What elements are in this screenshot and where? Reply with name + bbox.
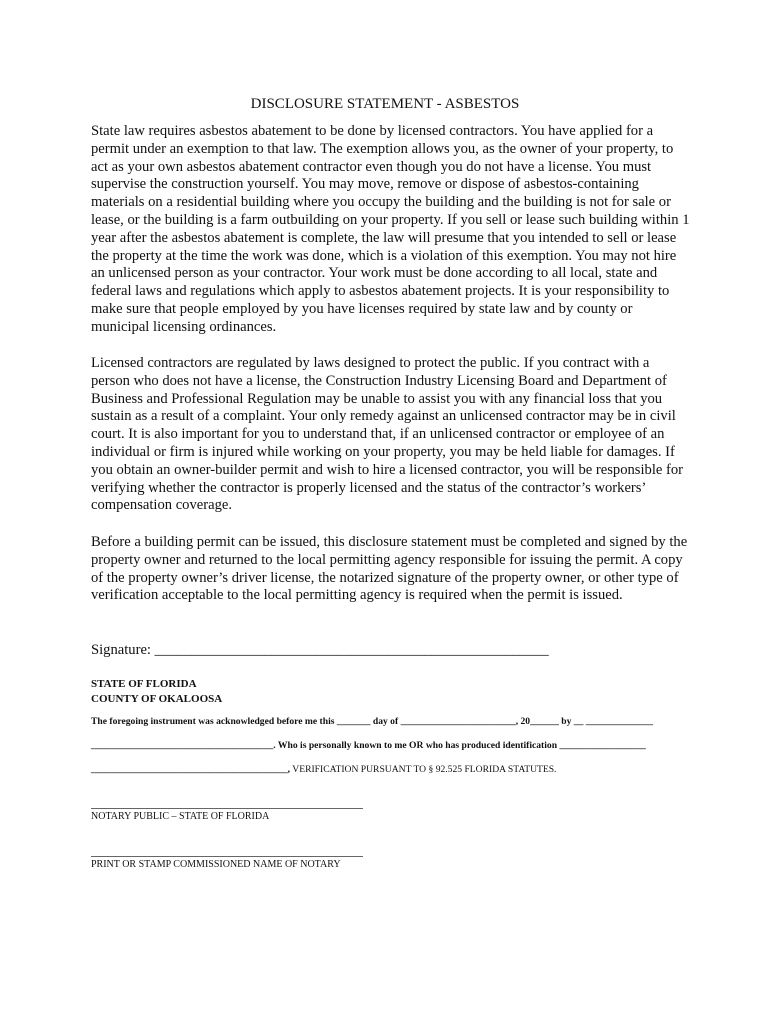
notary-print-name-label: PRINT OR STAMP COMMISSIONED NAME OF NOTARY bbox=[91, 859, 341, 870]
notary-name-rule[interactable] bbox=[91, 856, 363, 857]
county-label: COUNTY OF OKALOOSA bbox=[91, 693, 223, 705]
acknowledgment-line-identification[interactable]: ______________________________________. Who is personally known to me OR who has produced identification __________________ bbox=[91, 740, 646, 751]
notary-public-label: NOTARY PUBLIC – STATE OF FLORIDA bbox=[91, 811, 270, 822]
paragraph-licensed-contractors: Licensed contractors are regulated by laws designed to protect the public. If you contract with a person who does not have a license, the Construction Industry Licensing Board and Department of Business and Professional Regulation may be unable to assist you with any financial loss that you sustain as a result of a complaint. Your only remedy against an unlicensed contractor may be in civil court. It is also important for you to understand that, if an unlicensed contractor or employee of an individual or firm is injured while working on your property, you may be held liable for damages. If you obtain an owner-builder permit and wish to hire a licensed contractor, you will be responsible for verifying whether the contractor is properly licensed and the status of the contractor’s workers’ compensation coverage. bbox=[91, 355, 684, 514]
state-label: STATE OF FLORIDA bbox=[91, 678, 197, 690]
signature-line[interactable]: Signature: ______________________________________________________ bbox=[91, 642, 549, 658]
verification-text: VERIFICATION PURSUANT TO § 92.525 FLORIDA STATUTES. bbox=[290, 764, 557, 775]
acknowledgment-line-date[interactable]: The foregoing instrument was acknowledged before me this _______ day of ________________________, 20______ by __ ______________ bbox=[91, 716, 653, 727]
jurisdiction-block bbox=[91, 677, 222, 707]
page-title: DISCLOSURE STATEMENT - ASBESTOS bbox=[250, 96, 520, 112]
verification-blank[interactable]: _________________________________________, bbox=[91, 764, 291, 775]
paragraph-exemption: State law requires asbestos abatement to be done by licensed contractors. You have applied for a permit under an exemption to that law. The exemption allows you, as the owner of your property, to act as your own asbestos abatement contractor even though you do not have a license. You must supervise the construction yourself. You may move, remove or dispose of asbestos-containing materials on a residential building where you occupy the building and the building is not for sale or lease, or the building is a farm outbuilding on your property. If you sell or lease such building within 1 year after the asbestos abatement is complete, the law will presume that you intended to sell or lease the property at the time the work was done, which is a violation of this exemption. You may not hire an unlicensed person as your contractor. Your work must be done according to all local, state and federal laws and regulations which apply to asbestos abatement projects. It is your responsibility to make sure that people employed by you have licenses required by state law and by county or municipal licensing ordinances. bbox=[91, 123, 690, 335]
notary-signature-rule[interactable] bbox=[91, 808, 363, 809]
paragraph-permit-requirements: Before a building permit can be issued, this disclosure statement must be completed and signed by the property owner and returned to the local permitting agency responsible for issuing the permit. A copy of the property owner’s driver license, the notarized signature of the property owner, or other type of verification acceptable to the local permitting agency is required when the permit is issued. bbox=[91, 534, 688, 604]
verification-line[interactable] bbox=[91, 764, 556, 776]
